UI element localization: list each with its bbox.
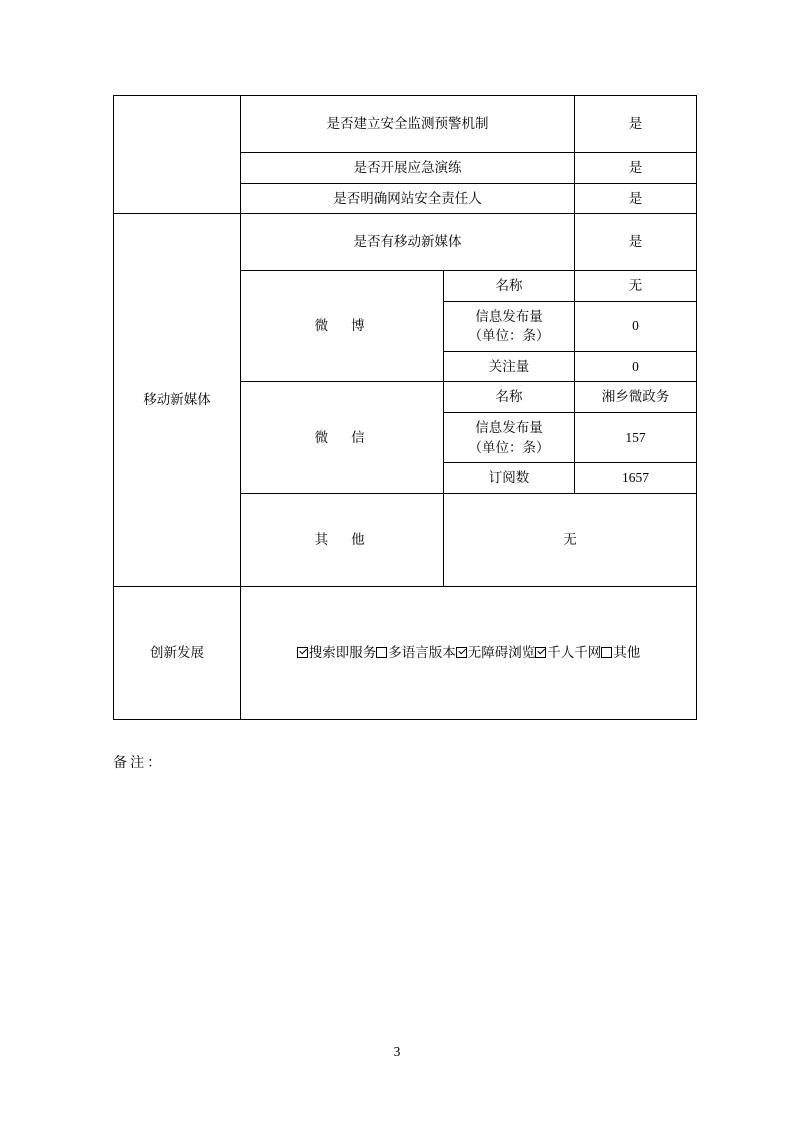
weixin-row-label-1-line2: （单位：条）	[468, 439, 550, 455]
weibo-row-label-2: 关注量	[444, 351, 575, 382]
weibo-group-label: 微 博	[241, 271, 444, 382]
table-row	[114, 96, 697, 153]
innovation-option-label-3: 千人千网	[547, 644, 602, 660]
other-media-value: 无	[444, 493, 697, 586]
weixin-row-label-1-line1: 信息发布量	[475, 419, 543, 435]
other-media-label: 其 他	[241, 493, 444, 586]
innovation-option-0[interactable]	[297, 643, 377, 663]
website-report-table	[113, 95, 697, 720]
weibo-row-value-1: 0	[575, 301, 697, 351]
innovation-options-cell	[241, 586, 697, 719]
weibo-row-label-1-line2: （单位：条）	[468, 328, 550, 344]
checkbox-checked-icon[interactable]	[456, 647, 467, 658]
security-value-0: 是	[575, 96, 697, 153]
weixin-row-value-2: 1657	[575, 463, 697, 494]
weibo-row-label-1-line1: 信息发布量	[475, 308, 543, 324]
weibo-row-label-0: 名称	[444, 271, 575, 302]
checkbox-checked-icon[interactable]	[297, 647, 308, 658]
weixin-row-label-2: 订阅数	[444, 463, 575, 494]
weixin-row-label-1	[444, 412, 575, 462]
security-section-blank	[114, 96, 241, 214]
security-item-0: 是否建立安全监测预警机制	[241, 96, 575, 153]
checkbox-empty-icon[interactable]	[601, 647, 612, 658]
weixin-row-value-0: 湘乡微政务	[575, 382, 697, 413]
innovation-section-label: 创新发展	[114, 586, 241, 719]
weixin-row-label-0: 名称	[444, 382, 575, 413]
weibo-row-label-1	[444, 301, 575, 351]
innovation-option-label-0: 搜索即服务	[308, 644, 377, 660]
remark-label: 备注：	[113, 756, 165, 771]
innovation-option-label-1: 多语言版本	[388, 644, 456, 660]
weibo-row-value-0: 无	[575, 271, 697, 302]
security-value-1: 是	[575, 153, 697, 184]
checkbox-checked-icon[interactable]	[535, 647, 546, 658]
has-mobile-media-item: 是否有移动新媒体	[241, 214, 575, 271]
innovation-checkbox-group	[245, 643, 692, 663]
weixin-group-label: 微 信	[241, 382, 444, 493]
has-mobile-media-value: 是	[575, 214, 697, 271]
checkbox-empty-icon[interactable]	[376, 647, 387, 658]
mobile-media-section-label: 移动新媒体	[114, 214, 241, 587]
table-row	[114, 586, 697, 719]
innovation-option-2[interactable]	[456, 643, 536, 663]
security-item-2: 是否明确网站安全责任人	[241, 183, 575, 214]
security-value-2: 是	[575, 183, 697, 214]
weibo-row-value-2: 0	[575, 351, 697, 382]
weixin-row-value-1: 157	[575, 412, 697, 462]
innovation-option-1[interactable]	[376, 643, 456, 663]
security-item-1: 是否开展应急演练	[241, 153, 575, 184]
innovation-option-4[interactable]	[601, 643, 640, 663]
innovation-option-3[interactable]	[535, 643, 601, 663]
innovation-option-label-2: 无障碍浏览	[467, 644, 536, 660]
table-row	[114, 214, 697, 271]
page-number: 3	[393, 1044, 401, 1059]
innovation-option-label-4: 其他	[613, 644, 641, 660]
